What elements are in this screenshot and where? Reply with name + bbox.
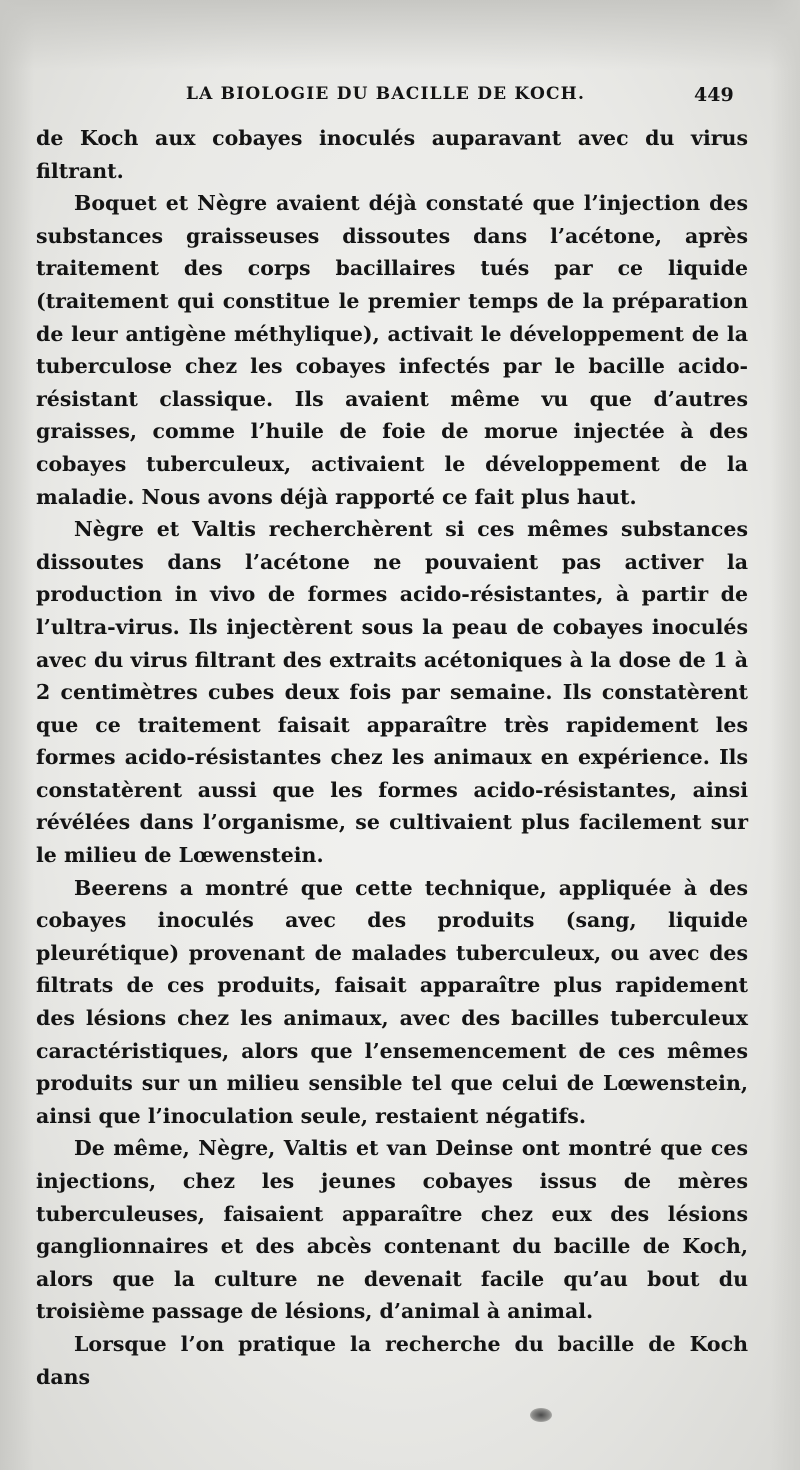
paragraph-continuation: de Koch aux cobayes inoculés auparavant avec du virus filtrant. [36,126,748,183]
paragraph-van-deinse: De même, Nègre, Valtis et van Deinse ont montré que ces injections, chez les jeunes cobayes issus de mères tuberculeuses, faisaient apparaître chez eux des lésions ganglionnaires et des abcès contenant du bacille de Koch, alors que la culture ne devenait facile qu’au bout du troisième passage de lésions, d’animal à animal. [36,1136,748,1324]
running-head [0,84,800,114]
page-number: 449 [694,84,734,106]
paragraph-lorsque: Lorsque l’on pratique la recherche du bacille de Koch dans [36,1331,748,1389]
scan-shadow-left [0,0,34,1470]
paragraph-boquet-negre: Boquet et Nègre avaient déjà constaté que l’injection des substances graisseuses dissoutes dans l’acétone, après traitement des corps bacillaires tués par ce liquide (traitement qui constitue le premier temps de la préparation de leur antigène méthylique), activait le développement de la tuberculose chez les cobayes infectés par le bacille acido-résistant classique. Ils avaient même vu que d’autres graisses, comme l’huile de foie de morue injectée à des cobayes tuberculeux, activaient le développement de la maladie. Nous avons déjà rapporté ce fait plus haut. [36,191,748,509]
scan-shadow-right [770,0,800,1470]
ink-blot [530,1408,552,1422]
paragraph-negre-valtis: Nègre et Valtis recherchèrent si ces mêmes substances dissoutes dans l’acétone ne pouvaient pas activer la production in vivo de formes acido-résistantes, à partir de l’ultra-virus. Ils injectèrent sous la peau de cobayes inoculés avec du virus filtrant des extraits acétoniques à la dose de 1 à 2 centimètres cubes deux fois par semaine. Ils constatèrent que ce traitement faisait apparaître très rapidement les formes acido-résistantes chez les animaux en expérience. Ils constatèrent aussi que les formes acido-résistantes, ainsi révélées dans l’organisme, se cultivaient plus facilement sur le milieu de Lœwenstein. [36,517,748,868]
scan-shadow-top [0,0,800,70]
body-text [36,122,748,1393]
running-title: LA BIOLOGIE DU BACILLE DE KOCH. [186,84,586,104]
paragraph-beerens: Beerens a montré que cette technique, appliquée à des cobayes inoculés avec des produits (sang, liquide pleurétique) provenant de malades tuberculeux, ou avec des filtrats de ces produits, faisait apparaître plus rapidement des lésions chez les animaux, avec des bacilles tuberculeux caractéristiques, alors que l’ensemencement de ces mêmes produits sur un milieu sensible tel que celui de Lœwenstein, ainsi que l’inoculation seule, restaient négatifs. [36,875,748,1128]
